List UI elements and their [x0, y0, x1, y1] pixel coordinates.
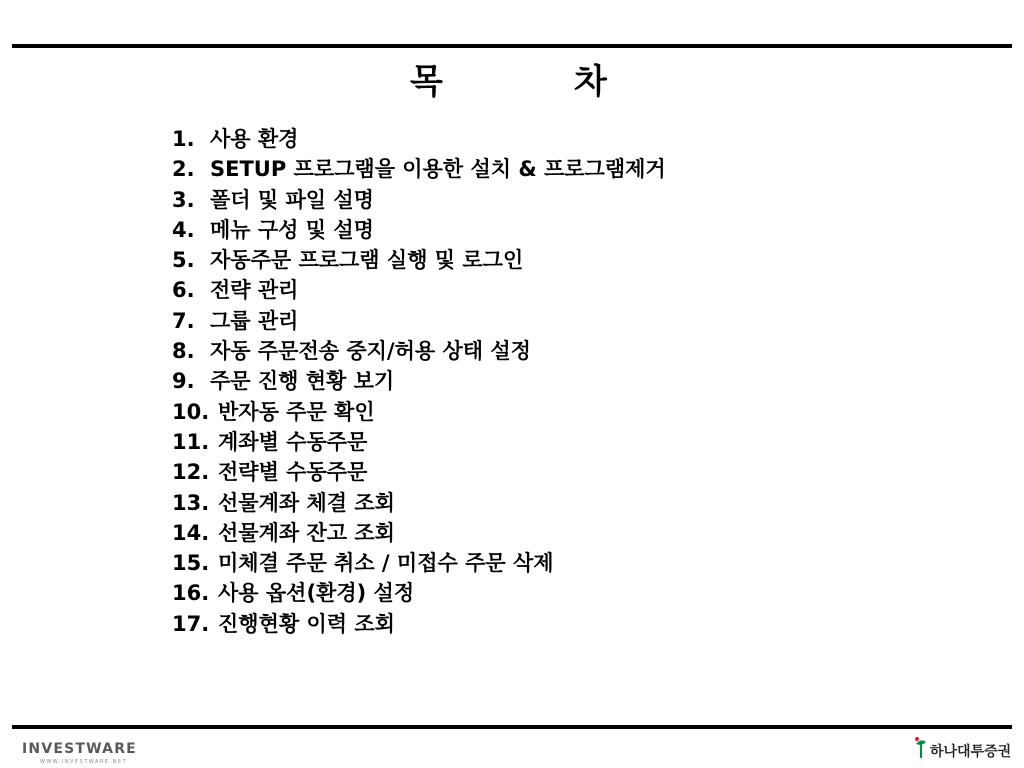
toc-item-number: 3. [172, 187, 195, 212]
toc-item-text: 전략별 수동주문 [218, 460, 368, 485]
toc-item-number: 7. [172, 308, 195, 333]
page-title [0, 60, 1024, 104]
toc-item [172, 215, 666, 245]
toc-item [172, 518, 666, 548]
toc-item-text: 선물계좌 체결 조회 [218, 490, 395, 515]
toc-item [172, 548, 666, 578]
toc-item-text: 사용 환경 [210, 127, 299, 151]
toc-item-number: 1. [172, 127, 195, 151]
top-rule [12, 44, 1012, 48]
toc-item-text: 사용 옵션(환경) 설정 [218, 581, 415, 606]
toc-item [172, 306, 666, 336]
toc-item [172, 366, 666, 396]
toc-item-number: 2. [172, 157, 195, 182]
bottom-rule [12, 725, 1012, 729]
toc-item-number: 8. [172, 339, 195, 364]
toc-item-number: 5. [172, 248, 195, 273]
toc-item-text: 계좌별 수동주문 [218, 429, 368, 454]
toc-item [172, 275, 666, 305]
toc-item-text: 자동주문 프로그램 실행 및 로그인 [210, 248, 524, 273]
toc-item-text: 전략 관리 [210, 278, 299, 303]
investware-logo-url: WWW.INVESTWARE.NET [40, 759, 128, 765]
toc-item-number: 9. [172, 369, 195, 394]
toc-item [172, 245, 666, 275]
toc-item-number: 11. [172, 429, 210, 454]
toc-item-number: 6. [172, 278, 195, 303]
toc-item-text: 자동 주문전송 중지/허용 상태 설정 [210, 339, 531, 364]
toc-item-number: 12. [172, 460, 210, 485]
investware-logo-text: INVESTWARE [22, 741, 137, 757]
toc-item [172, 336, 666, 366]
toc-item-text: 주문 진행 현황 보기 [210, 369, 395, 394]
hana-leaf-icon [915, 737, 926, 758]
toc-item-number: 10. [172, 399, 210, 424]
toc-item [172, 457, 666, 487]
toc-item-number: 15. [172, 551, 210, 576]
toc-item-number: 13. [172, 490, 210, 515]
toc-item [172, 427, 666, 457]
toc-item-number: 16. [172, 581, 210, 606]
toc-item [172, 609, 666, 639]
table-of-contents [172, 124, 666, 639]
toc-item [172, 154, 666, 184]
toc-item [172, 397, 666, 427]
toc-item-text: 반자동 주문 확인 [218, 399, 375, 424]
toc-item-text: 선물계좌 잔고 조회 [218, 520, 395, 545]
hana-logo-text: 하나대투증권 [930, 744, 1012, 760]
toc-item-text: 진행현황 이력 조회 [218, 611, 395, 636]
toc-item-text: 메뉴 구성 및 설명 [210, 217, 374, 242]
toc-item-text: 그룹 관리 [210, 308, 299, 333]
toc-item-text: 폴더 및 파일 설명 [210, 187, 374, 212]
title-char-1: 목 [410, 62, 443, 102]
investware-logo [22, 736, 182, 766]
title-char-2: 차 [574, 62, 607, 102]
toc-item [172, 185, 666, 215]
toc-item-number: 17. [172, 611, 210, 636]
toc-item [172, 488, 666, 518]
toc-item-number: 4. [172, 217, 195, 242]
toc-item-text: SETUP 프로그램을 이용한 설치 & 프로그램제거 [210, 157, 666, 182]
toc-item-number: 14. [172, 520, 210, 545]
toc-item-text: 미체결 주문 취소 / 미접수 주문 삭제 [218, 551, 554, 576]
hana-daetoo-logo [912, 734, 1017, 764]
toc-item [172, 124, 666, 154]
toc-item [172, 578, 666, 608]
